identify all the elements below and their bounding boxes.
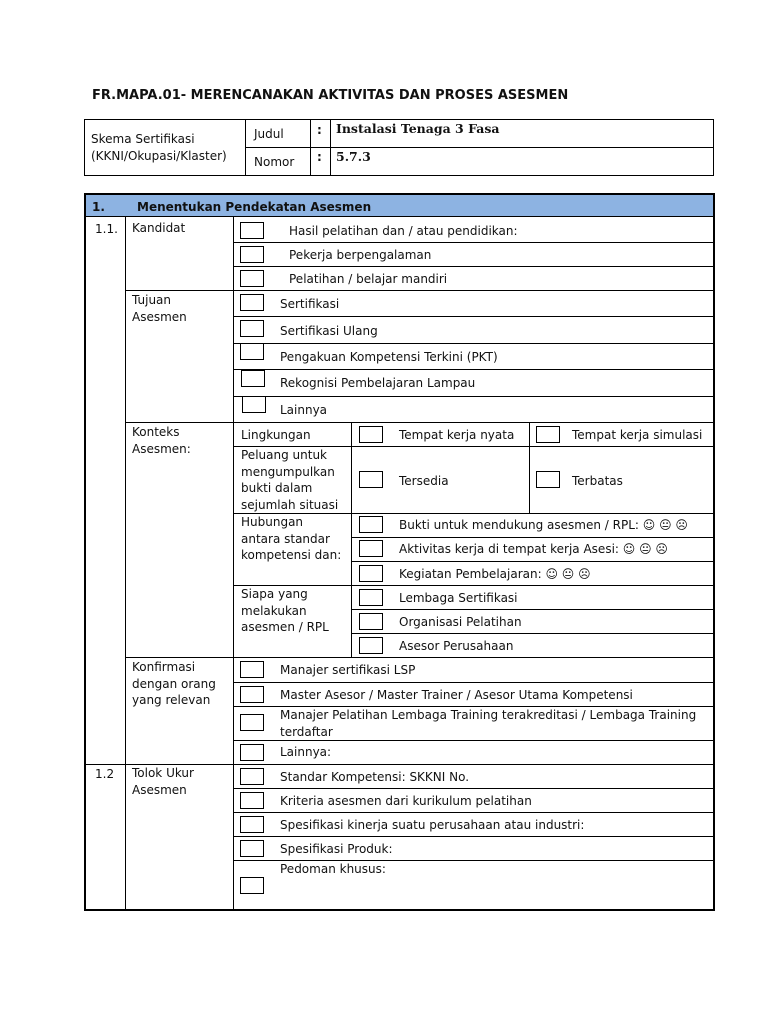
tolok-label: Tolok Ukur Asesmen [132,766,194,797]
tolok-checkbox-1[interactable] [240,768,264,785]
lingkungan-option-2: Tempat kerja simulasi [572,428,703,442]
siapa-option-3: Asesor Perusahaan [399,639,514,653]
peluang-checkbox-2[interactable] [536,471,560,488]
konfirmasi-checkbox-2[interactable] [240,686,264,703]
tolok-checkbox-3[interactable] [240,816,264,833]
peluang-label: Peluang untuk mengumpulkan bukti dalam sejumlah situasi [241,448,339,512]
section-number: 1. [92,200,105,214]
hubungan-checkbox-1[interactable] [359,516,383,533]
hubungan-option-1: Bukti untuk mendukung asesmen / RPL: ☺ 😐 ☹ [399,518,688,532]
tujuan-option-2: Sertifikasi Ulang [280,324,378,338]
tujuan-label: Tujuan Asesmen [132,293,187,324]
sub-number-1-2: 1.2 [95,767,115,781]
kandidat-label: Kandidat [132,221,186,235]
judul-label: Judul [254,127,284,141]
nomor-value: 5.7.3 [336,149,371,164]
konfirmasi-option-1: Manajer sertifikasi LSP [280,663,416,677]
form-title: FR.MAPA.01- MERENCANAKAN AKTIVITAS DAN PROSES ASESMEN [92,88,569,103]
tolok-option-5: Pedoman khusus: [280,862,386,876]
konfirmasi-option-3: Manajer Pelatihan Lembaga Training terakreditasi / Lembaga Training terdaftar [280,708,697,739]
tolok-checkbox-4[interactable] [240,840,264,857]
tolok-checkbox-5[interactable] [240,877,264,894]
siapa-option-1: Lembaga Sertifikasi [399,591,518,605]
tujuan-option-1: Sertifikasi [280,297,340,311]
hubungan-checkbox-2[interactable] [359,540,383,557]
nomor-label: Nomor [254,155,295,169]
section-title: Menentukan Pendekatan Asesmen [137,200,372,214]
hubungan-option-3: Kegiatan Pembelajaran: ☺ 😐 ☹ [399,567,591,581]
siapa-checkbox-2[interactable] [359,613,383,630]
tolok-option-2: Kriteria asesmen dari kurikulum pelatihan [280,794,532,808]
konfirmasi-checkbox-3[interactable] [240,714,264,731]
tolok-option-4: Spesifikasi Produk: [280,842,393,856]
konteks-label: Konteks Asesmen: [132,425,191,456]
peluang-option-1: Tersedia [399,474,449,488]
judul-colon: : [317,123,322,137]
konfirmasi-option-2: Master Asesor / Master Trainer / Asesor Utama Kompetensi [280,688,633,702]
siapa-option-2: Organisasi Pelatihan [399,615,522,629]
siapa-checkbox-3[interactable] [359,637,383,654]
siapa-checkbox-1[interactable] [359,589,383,606]
skema-label: Skema Sertifikasi (KKNI/Okupasi/Klaster) [91,132,227,163]
tujuan-checkbox-2[interactable] [240,320,264,337]
lingkungan-checkbox-2[interactable] [536,426,560,443]
konfirmasi-label: Konfirmasi dengan orang yang relevan [132,660,216,707]
konfirmasi-checkbox-1[interactable] [240,661,264,678]
tolok-option-3: Spesifikasi kinerja suatu perusahaan atau industri: [280,818,585,832]
judul-value: Instalasi Tenaga 3 Fasa [336,121,500,136]
tujuan-option-4: Rekognisi Pembelajaran Lampau [280,376,476,390]
hubungan-option-2: Aktivitas kerja di tempat kerja Asesi: ☺ 😐 ☹ [399,542,668,556]
lingkungan-label: Lingkungan [241,428,311,442]
tujuan-option-5: Lainnya [280,403,328,417]
tolok-option-1: Standar Kompetensi: SKKNI No. [280,770,470,784]
tujuan-checkbox-1[interactable] [240,294,264,311]
kandidat-option-2: Pekerja berpengalaman [289,248,432,262]
hubungan-checkbox-3[interactable] [359,565,383,582]
siapa-label: Siapa yang melakukan asesmen / RPL [241,587,329,634]
sub-number-1-1: 1.1. [95,222,118,236]
konfirmasi-checkbox-4[interactable] [240,744,264,761]
kandidat-checkbox-3[interactable] [240,270,264,287]
peluang-option-2: Terbatas [572,474,623,488]
peluang-checkbox-1[interactable] [359,471,383,488]
kandidat-option-1: Hasil pelatihan dan / atau pendidikan: [289,224,518,238]
tolok-checkbox-2[interactable] [240,792,264,809]
tujuan-option-3: Pengakuan Kompetensi Terkini (PKT) [280,350,498,364]
tujuan-checkbox-4[interactable] [241,370,265,387]
tujuan-checkbox-3[interactable] [240,343,264,360]
nomor-colon: : [317,150,322,164]
hubungan-label: Hubungan antara standar kompetensi dan: [241,515,342,562]
kandidat-option-3: Pelatihan / belajar mandiri [289,272,448,286]
kandidat-checkbox-2[interactable] [240,246,264,263]
kandidat-checkbox-1[interactable] [240,222,264,239]
lingkungan-option-1: Tempat kerja nyata [399,428,515,442]
lingkungan-checkbox-1[interactable] [359,426,383,443]
tujuan-checkbox-5[interactable] [242,396,266,413]
konfirmasi-option-4: Lainnya: [280,745,332,759]
